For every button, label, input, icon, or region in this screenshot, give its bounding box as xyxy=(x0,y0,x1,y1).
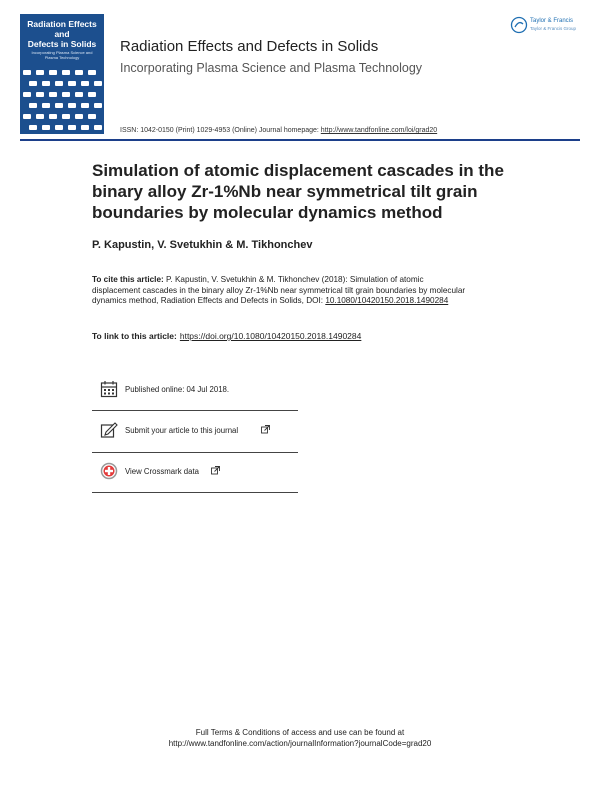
article-link-label: To link to this article: xyxy=(92,331,177,341)
article-title: Simulation of atomic displacement cascades in the binary alloy Zr-1%Nb near symmetrical tilt grain boundaries by molecular dynamics method xyxy=(92,161,504,222)
publisher-logo-name: Taylor & Francis xyxy=(530,18,574,24)
citation-doi-link[interactable]: 10.1080/10420150.2018.1490284 xyxy=(325,296,449,305)
article-doi-link[interactable]: https://doi.org/10.1080/10420150.2018.1490284 xyxy=(179,331,362,341)
cover-subtitle: Incorporating Plasma Science and Plasma Technology xyxy=(31,50,93,60)
journal-title: Radiation Effects and Defects in Solids xyxy=(120,38,379,55)
header-divider xyxy=(20,139,580,141)
crossmark-icon xyxy=(100,462,118,480)
cover-dot-pattern xyxy=(20,66,104,134)
external-link-icon xyxy=(211,466,220,475)
citation-label: To cite this article: xyxy=(92,275,164,284)
calendar-icon xyxy=(100,380,118,398)
journal-subtitle: Incorporating Plasma Science and Plasma Technology xyxy=(120,61,423,75)
citation-block xyxy=(92,275,472,307)
publisher-logo xyxy=(510,16,582,36)
submit-article-link[interactable]: Submit your article to this journal xyxy=(125,426,239,435)
issn-text: ISSN: 1042-0150 (Print) 1029-4953 (Online) Journal homepage: xyxy=(120,127,321,134)
publisher-logo-group: Taylor & Francis Group xyxy=(530,26,577,31)
cover-title: Radiation Effects and Defects in Solids xyxy=(27,19,97,49)
footer xyxy=(0,727,600,749)
footer-terms-link[interactable]: http://www.tandfonline.com/action/journalInformation?journalCode=grad20 xyxy=(168,739,432,748)
external-link-icon xyxy=(261,425,270,434)
info-divider-2 xyxy=(92,452,298,453)
journal-cover-image xyxy=(20,14,104,134)
footer-terms-text: Full Terms & Conditions of access and use can be found at xyxy=(195,728,405,737)
journal-homepage-link[interactable]: http://www.tandfonline.com/loi/grad20 xyxy=(320,127,438,134)
article-authors: P. Kapustin, V. Svetukhin & M. Tikhonchev xyxy=(92,239,313,251)
edit-pencil-icon xyxy=(100,421,118,439)
article-link-line xyxy=(92,331,361,341)
crossmark-link[interactable]: View Crossmark data xyxy=(125,467,199,476)
info-divider-3 xyxy=(92,492,298,493)
info-divider-1 xyxy=(92,410,298,411)
published-date: Published online: 04 Jul 2018. xyxy=(125,385,230,394)
issn-line xyxy=(120,127,437,134)
citation-text: P. Kapustin, V. Svetukhin & M. Tikhonchev (2018): Simulation of atomic displacement cascades in the binary alloy Zr-1%Nb near symmetrical tilt grain boundaries by molecular dynamics method, Radiation Effects and Defects in Solids, DOI: xyxy=(92,275,466,305)
publisher-logo-icon xyxy=(510,16,528,34)
